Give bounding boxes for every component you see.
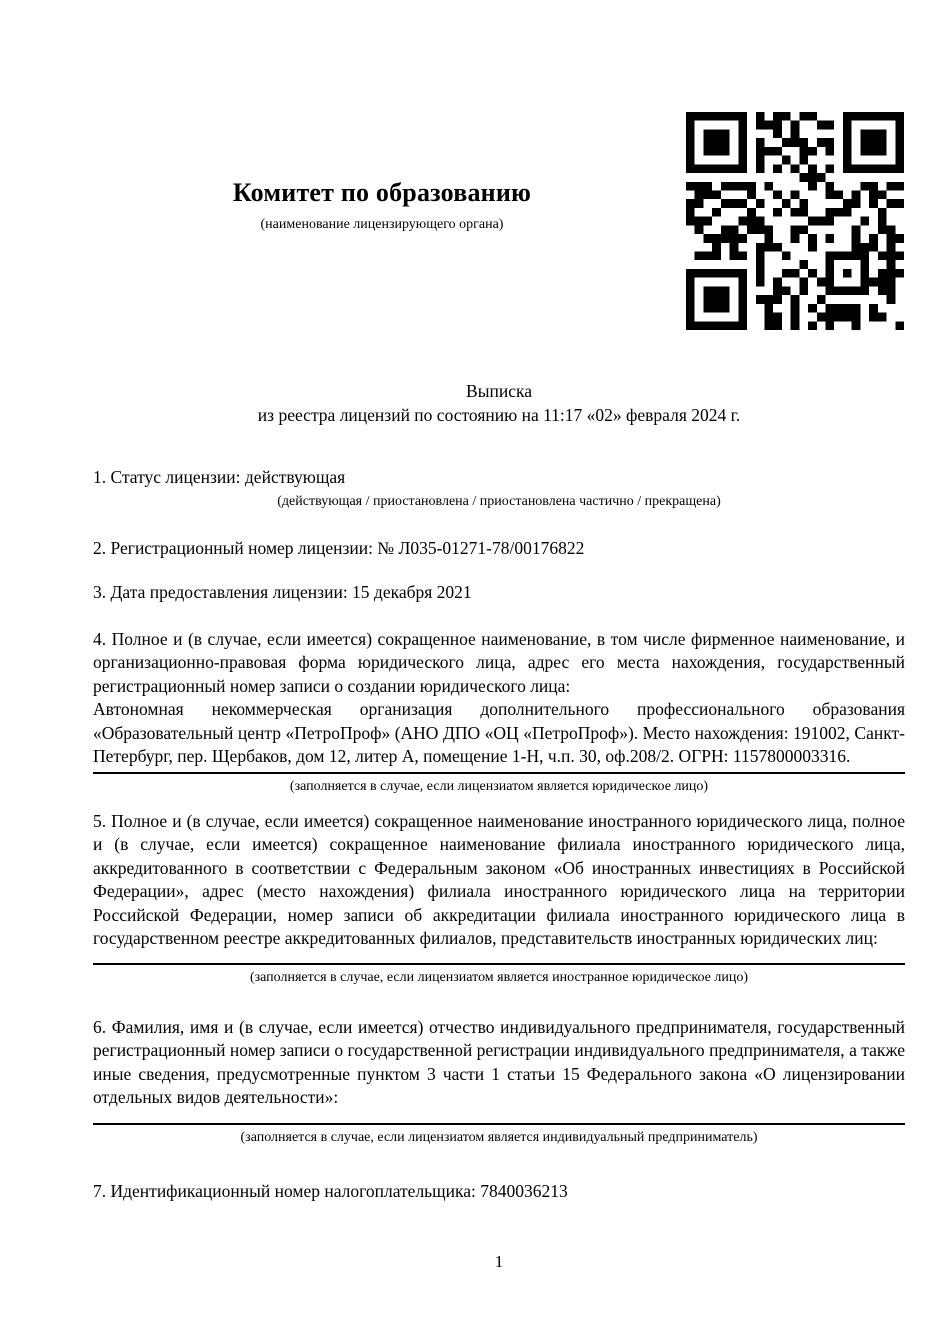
field-license-status-text: 1. Статус лицензии: действующая	[93, 467, 346, 487]
field-foreign-entity	[93, 810, 905, 986]
field-registration-number	[93, 537, 905, 561]
field-legal-entity-text: 4. Полное и (в случае, если имеется) сокращенное наименование, в том числе фирменное наименование, и организационно-правовая форма юридического лица, адрес его места нахождения, государственный регистрационный номер записи о создании юридического лица:	[93, 628, 905, 696]
document-title-line2: из реестра лицензий по состоянию на 11:17 «02» февраля 2024 г.	[257, 405, 741, 425]
field-legal-entity-caption: (заполняется в случае, если лицензиатом является юридическое лицо)	[289, 778, 709, 794]
field-taxpayer-number	[93, 1180, 905, 1204]
field-legal-entity-value: Автономная некоммерческая организация дополнительного профессионального образования «Образовательный центр «ПетроПроф» (АНО ДПО «ОЦ «ПетроПроф»). Место нахождения: 191002, Санкт-Петербург, пер. Щербаков, дом 12, литер А, помещение 1-Н, ч.п. 30, оф.208/2. ОГРН: 1157800003316.	[93, 699, 905, 766]
field-license-status-caption: (действующая / приостановлена / приостановлена частично / прекращена)	[277, 493, 721, 509]
field-legal-entity	[93, 628, 905, 795]
licensing-authority-title: Комитет по образованию	[232, 178, 532, 207]
licensing-authority-block	[93, 0, 671, 233]
field-grant-date	[93, 581, 905, 605]
field-license-status	[93, 466, 905, 510]
fill-line	[93, 963, 905, 965]
qr-code-icon	[686, 112, 904, 330]
fill-line	[93, 772, 905, 774]
field-foreign-entity-caption: (заполняется в случае, если лицензиатом является иностранное юридическое лицо)	[249, 969, 749, 985]
field-taxpayer-number-text: 7. Идентификационный номер налогоплательщика: 7840036213	[93, 1180, 568, 1201]
licensing-authority-caption: (наименование лицензирующего органа)	[260, 217, 504, 232]
fill-line	[93, 1123, 905, 1125]
document-title-line1: Выписка	[466, 381, 532, 401]
document-title	[93, 379, 905, 427]
field-grant-date-text: 3. Дата предоставления лицензии: 15 декабря 2021	[93, 582, 472, 602]
field-individual-entrepreneur-caption: (заполняется в случае, если лицензиатом является индивидуальный предприниматель)	[240, 1129, 758, 1145]
field-individual-entrepreneur	[93, 1016, 905, 1146]
field-registration-number-text: 2. Регистрационный номер лицензии: № Л035-01271-78/00176822	[93, 537, 585, 558]
field-individual-entrepreneur-text: 6. Фамилия, имя и (в случае, если имеется) отчество индивидуального предпринимателя, государственный регистрационный номер записи о государственной регистрации индивидуального предпринимателя, а также иные сведения, предусмотренные пунктом 3 части 1 статьи 15 Федерального закона «О лицензировании отдельных видов деятельности»:	[93, 1016, 905, 1107]
page-number: 1	[494, 1252, 504, 1271]
field-foreign-entity-text: 5. Полное и (в случае, если имеется) сокращенное наименование иностранного юридического лица, полное и (в случае, если имеется) сокращенное наименование филиала иностранного юридического лица, аккредитованного в соответствии с Федеральным законом «Об иностранных инвестициях в Российской Федерации», адрес (место нахождения) филиала иностранного юридического лица на территории Российской Федерации, номер записи об аккредитации филиала иностранного юридического лица в государственном реестре аккредитованных филиалов, представительств иностранных юридических лиц:	[93, 810, 905, 948]
